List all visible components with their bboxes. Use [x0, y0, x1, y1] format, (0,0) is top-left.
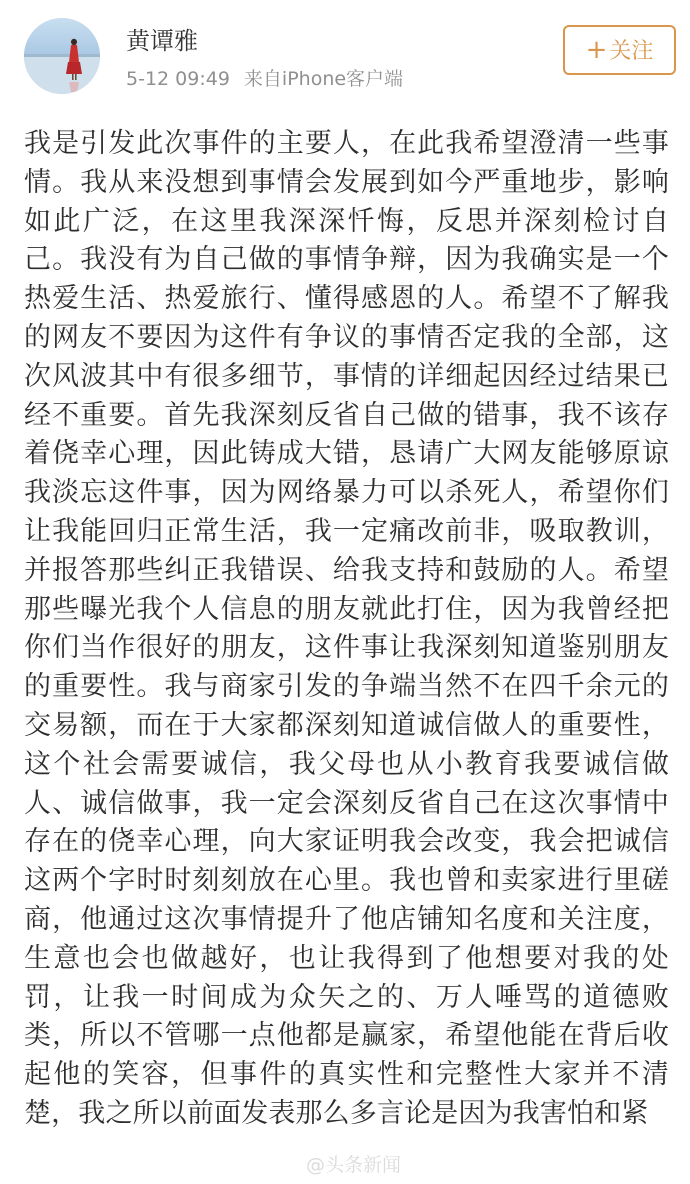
post-content: 我是引发此次事件的主要人，在此我希望澄清一些事情。我从来没想到事情会发展到如今严重地步，影响如此广泛，在这里我深深忏悔，反思并深刻检讨自己。我没有为自己做的事情争辩，因为我确实是一个热爱生活、热爱旅行、懂得感恩的人。希望不了解我的网友不要因为这件有争议的事情否定我的全部，这次风波其中有很多细节，事情的详细起因经过结果已经不重要。首先我深刻反省自己做的错事，我不该存着侥幸心理，因此铸成大错，恳请广大网友能够原谅我淡忘这件事，因为网络暴力可以杀死人，希望你们让我能回归正常生活，我一定痛改前非，吸取教训，并报答那些纠正我错误、给我支持和鼓励的人。希望那些曝光我个人信息的朋友就此打住，因为我曾经把你们当作很好的朋友，这件事让我深刻知道鉴别朋友的重要性。我与商家引发的争端当然不在四千余元的交易额，而在于大家都深刻知道诚信做人的重要性，这个社会需要诚信，我父母也从小教育我要诚信做人、诚信做事，我一定会深刻反省自己在这次事情中存在的侥幸心理，向大家证明我会改变，我会把诚信这两个字时时刻刻放在心里。我也曾和卖家进行里磋商，他通过这次事情提升了他店铺知名度和关注度，生意也会也做越好，也让我得到了他想要对我的处罚，让我一时间成为众矢之的、万人唾骂的道德败类，所以不管哪一点他都是赢家，希望他能在背后收起他的笑容，但事件的真实性和完整性大家并不清楚，我之所以前面发表那么多言论是因为我害怕和紧	[24, 128, 669, 1129]
post-header	[0, 0, 690, 112]
avatar-photo	[24, 18, 100, 94]
watermark: @头条新闻	[306, 1154, 402, 1176]
follow-button[interactable]	[563, 25, 676, 75]
plus-icon: +	[585, 35, 608, 65]
post-source[interactable]: 来自iPhone客户端	[243, 68, 404, 90]
avatar[interactable]	[24, 18, 100, 94]
follow-label: 关注	[609, 39, 654, 64]
author-name[interactable]: 黄谭雅	[126, 27, 198, 55]
post-time: 5-12 09:49	[126, 68, 230, 90]
post-meta	[126, 66, 403, 92]
